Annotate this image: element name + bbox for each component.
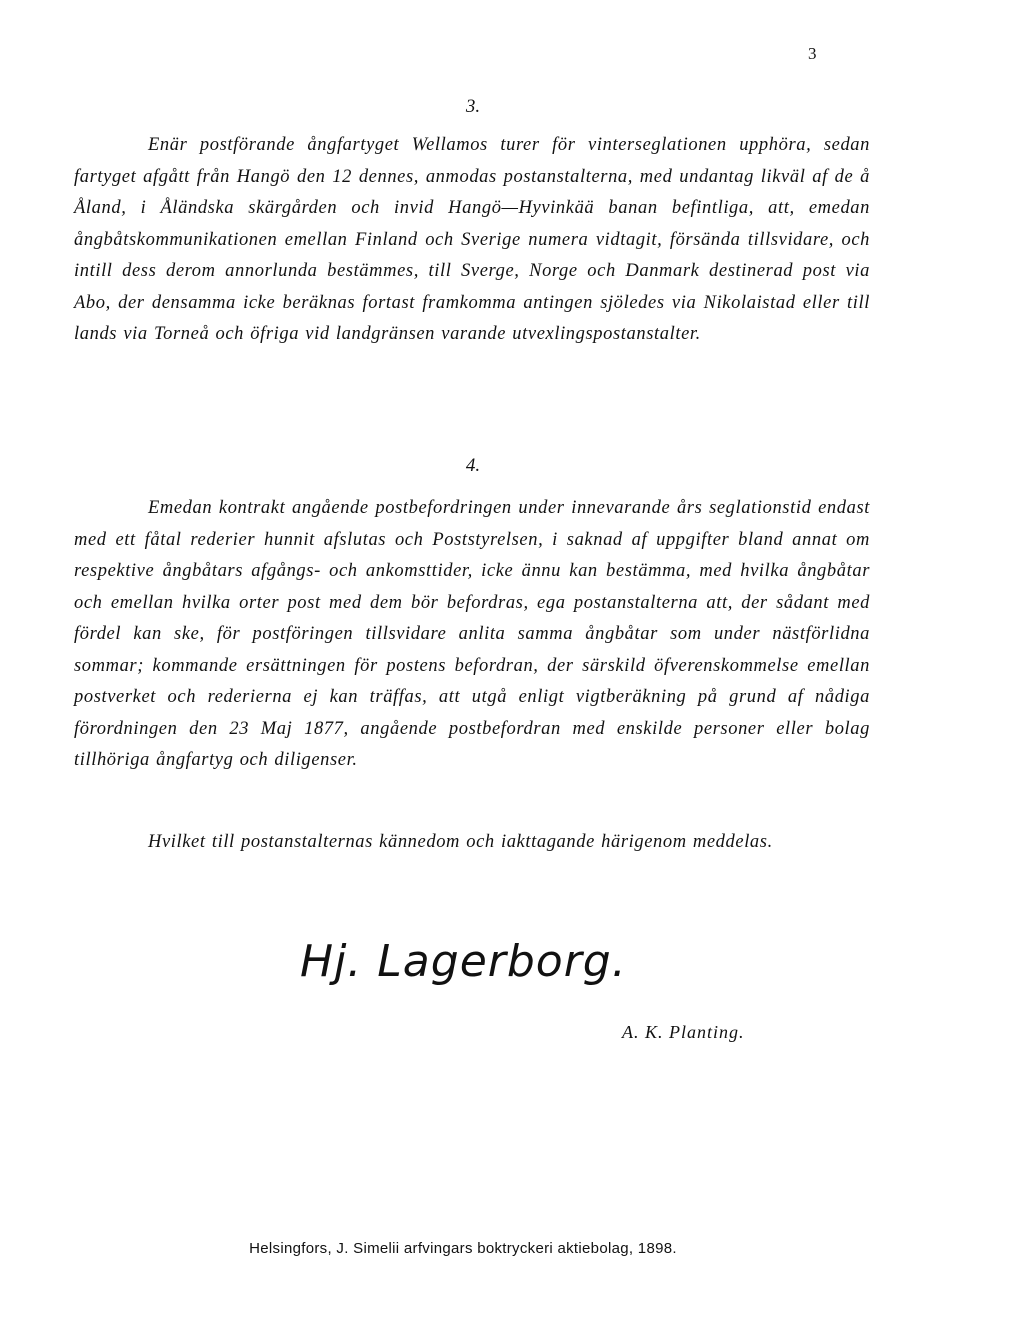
page-number: 3 [808, 44, 817, 63]
section-3-paragraph: Enär postförande ångfartyget Wellamos turer för vinterseglationen upphöra, sedan fartyget afgått från Hangö den 12 dennes, anmodas postanstalterna, med undantag likväl af de å Åland, i Åländska skärgården och invid Hangö—Hyvinkää banan befintliga, att, emedan ångbåtskommunikationen emellan Finland och Sverige numera vidtagit, försända tillsvidare, och intill dess derom annorlunda bestämmes, till Sverge, Norge och Danmark destinerad post via Abo, der densamma icke beräknas fortast framkomma antingen sjöledes via Nikolaistad eller till lands via Torneå och öfriga vid landgränsen varande utvexlingspostanstalter. [74, 135, 870, 344]
section-4-heading: 4. [465, 455, 481, 476]
signature-planting: A. K. Planting. [622, 1022, 745, 1042]
section-4-paragraph: Emedan kontrakt angående postbefordringen under innevarande års seglationstid endast med ett fåtal rederier hunnit afslutas och Poststyrelsen, i saknad af uppgifter bland annat om respektive ångbåtars afgångs- och ankomsttider, icke ännu kan bestämma, med hvilka ångbåtar och emellan hvilka orter post med dem bör befordras, ega postanstalterna att, der sådant med fördel kan ske, för postföringen tillsvidare anlita samma ångbåtar som under nästförlidna sommar; kommande ersättningen för postens befordran, der särskild öfverenskommelse emellan postverket och rederierna ej kan träffas, att utgå enligt vigtberäkning på grund af nådiga förordningen den 23 Maj 1877, angående postbefordran med enskilde personer eller bolag tillhöriga ångfartyg och diligenser. [74, 498, 870, 770]
signature-lagerborg: Hj. Lagerborg. [300, 936, 627, 987]
section-3-heading: 3. [465, 96, 481, 117]
closing-paragraph: Hvilket till postanstalternas kännedom och iakttagande härigenom meddelas. [148, 832, 773, 852]
printer-imprint: Helsingfors, J. Simelii arfvingars boktryckeri aktiebolag, 1898. [249, 1240, 677, 1257]
